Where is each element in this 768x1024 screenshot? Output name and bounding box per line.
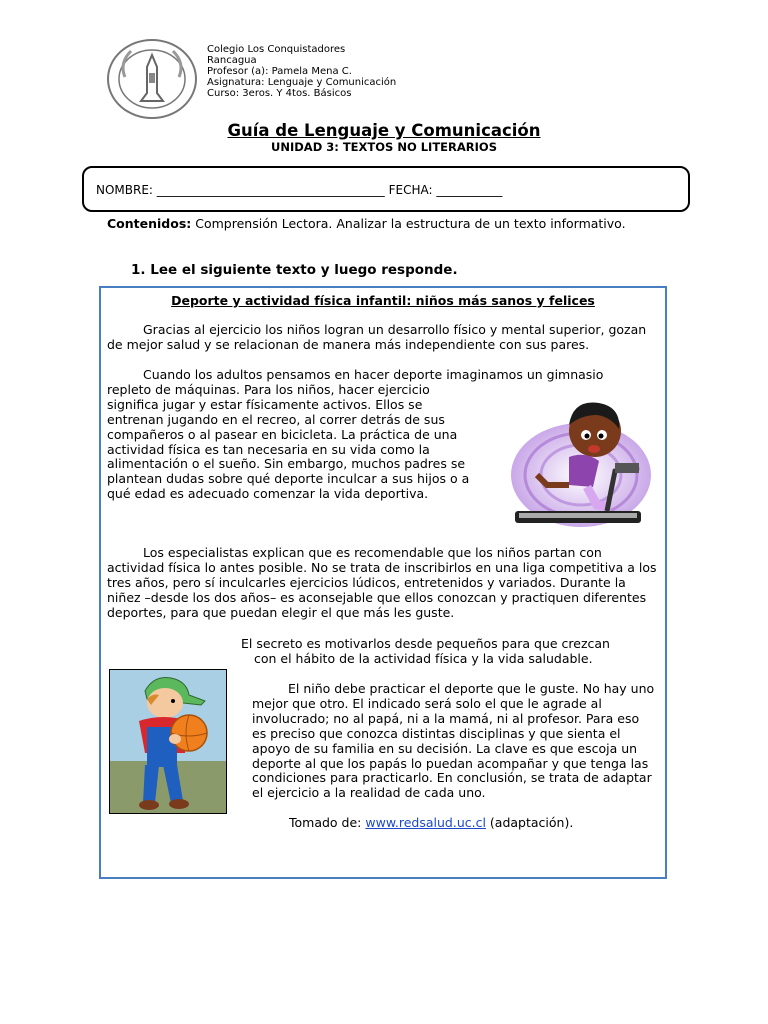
reading-paragraph-4 (241, 637, 661, 667)
reading-paragraph-2-first-line: Cuando los adultos pensamos en hacer deporte imaginamos un gimnasio (143, 367, 604, 382)
contents-text: Comprensión Lectora. Analizar la estructura de un texto informativo. (191, 216, 626, 231)
reading-paragraph-4-first-line: El secreto es motivarlos desde pequeños para que crezcan (241, 636, 610, 651)
school-info (207, 44, 396, 99)
reading-paragraph-2 (107, 367, 604, 502)
source-suffix: (adaptación). (485, 815, 574, 830)
reading-paragraph-3: Los especialistas explican que es recomendable que los niños partan con actividad física lo antes posible. No se trata de inscribirlos en una liga competitiva a los tres años, pero sí inculcarles ejercicios lúdicos, entretenidos y variados. Durante la niñez –desde los dos años– es aconsejable que ellos conozcan y practiquen diferentes deportes, para que puedan elegir el que más les guste. (107, 545, 657, 620)
reading-title: Deporte y actividad física infantil: niños más sanos y felices (171, 293, 595, 308)
child-treadmill-illustration (503, 395, 651, 535)
boy-with-ball-illustration (109, 669, 227, 814)
source-prefix: Tomado de: (289, 815, 366, 830)
reading-paragraph-4-rest: con el hábito de la actividad física y la vida saludable. (254, 650, 593, 666)
school-seal-logo (105, 37, 199, 121)
reading-paragraph-1: Gracias al ejercicio los niños logran un desarrollo físico y mental superior, gozan de mejor salud y se relacionan de manera más independiente con sus pares. (107, 322, 647, 352)
teacher-name: Profesor (a): Pamela Mena C. (207, 66, 352, 77)
reading-paragraph-2-rest: repleto de máquinas. Para los niños, hacer ejercicio significa jugar y estar físicamente activos. Ellos se entrenan jugando en el recreo, al correr detrás de sus compañeros o al pasear en bicicleta. La práctica de una actividad física es tan necesaria en su vida como la alimentación o el sueño. Sin embargo, muchos padres se plantean dudas sobre qué deporte inculcar a sus hijos o a qué edad es adecuado comenzar la vida deportiva. (107, 381, 470, 502)
course-name: Curso: 3eros. Y 4tos. Básicos (207, 88, 352, 99)
school-city: Rancagua (207, 55, 257, 66)
page-subtitle: UNIDAD 3: TEXTOS NO LITERARIOS (271, 140, 497, 154)
name-date-fields[interactable]: NOMBRE: ______________________________________ FECHA: ___________ (96, 183, 503, 197)
source-citation (289, 815, 573, 830)
instruction-1: 1. Lee el siguiente texto y luego responde. (131, 262, 458, 278)
school-name: Colegio Los Conquistadores (207, 44, 346, 55)
contents-section (107, 216, 627, 231)
subject-name: Asignatura: Lenguaje y Comunicación (207, 77, 397, 88)
page-title: Guía de Lenguaje y Comunicación (227, 121, 541, 140)
reading-paragraph-5: El niño debe practicar el deporte que le guste. No hay uno mejor que otro. El indicado será solo el que le agrade al involucrado; no al papá, ni a la mamá, ni al profesor. Para eso es preciso que conozca distintas disciplinas y que sienta el apoyo de su familia en su decisión. La clave es que escoja un deporte al que los papás lo puedan acompañar y que tenga las condiciones para practicarlo. En conclusión, se trata de adaptar el ejercicio a la realidad de cada uno. (252, 681, 655, 801)
contents-label: Contenidos: (107, 216, 192, 231)
source-link[interactable]: www.redsalud.uc.cl (365, 815, 486, 830)
